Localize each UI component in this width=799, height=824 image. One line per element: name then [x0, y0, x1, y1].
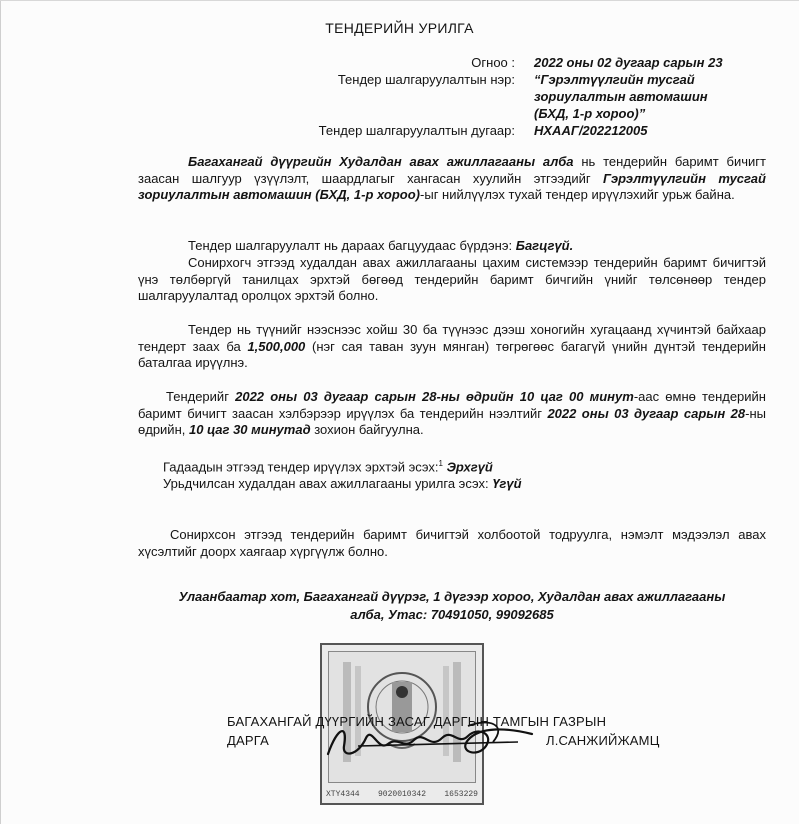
tender-name-label: Тендер шалгаруулалтын нэр:: [337, 72, 515, 87]
contact-address: Улаанбаатар хот, Багахангай дүүрэг, 1 дүгээр хороо, Худалдан авах ажиллагааны алба, Утас: 70491050, 99092685: [178, 589, 726, 622]
access-paragraph: Сонирхогч этгээд худалдан авах ажиллагааны цахим системээр тендерийн баримт бичигтэй үнэ төлбөргүй танилцах эрхтэй бөгөөд тендерийн баримт бичгийн үнийг төлсөнөөр тендер шалгаруулалтад оролцох эрхтэй болно.: [138, 255, 766, 303]
document-title: ТЕНДЕРИЙН УРИЛГА: [325, 20, 474, 36]
lots-paragraph: Тендер шалгаруулалт нь дараах багцуудаас бүрдэнэ: Багцгүй.: [188, 238, 574, 253]
security-paragraph: Тендер нь түүнийг нээснээс хойш 30 ба түүнээс дээш хоногийн хугацаанд хүчинтэй байхаар тендерт заах ба 1,500,000 (нэг сая таван зуун мянган) төгрөгөөс багагүй үнийн дүнтэй тендерийн баталгаа ирүүлнэ.: [138, 322, 766, 370]
deadline-paragraph: Тендерийг 2022 оны 03 дугаар сарын 28-ны өдрийн 10 цаг 00 минут-аас өмнө тендерийн баримт бичигт заасан хэлбэрээр ирүүлэх ба тендерийн нээлтийг 2022 оны 03 дугаар сарын 28-ны өдрийн, 10 цаг 30 минутад зохион байгуулна.: [138, 389, 766, 437]
tender-item: Гэрэлтүүлгийн тусгай зориулалтын автомашин (БХД, 1-р хороо): [138, 170, 766, 202]
date-label: Огноо :: [471, 55, 515, 70]
page-border-top: [0, 0, 799, 1]
invitation-paragraph: Багахангай дүүргийн Худалдан авах ажиллагааны алба нь тендерийн баримт бичигт заасан шалгуур үзүүлэлт, шаардлагыг хангасан хуулийн этгээдийг Гэрэлтүүлгийн тусгай зориулалтын автомашин (БХД, 1-р хороо)-ыг нийлүүлэх тухай тендер ирүүлэхийг урьж байна.: [138, 154, 766, 202]
signatory-office: БАГАХАНГАЙ ДҮҮРГИЙН ЗАСАГ ДАРГЫН ТАМГЫН ГАЗРЫН: [227, 714, 607, 729]
tender-name-value: “Гэрэлтүүлгийн тусгай зориулалтын автомашин (БХД, 1-р хороо)”: [534, 72, 708, 121]
tender-number-label: Тендер шалгаруулалтын дугаар:: [318, 123, 515, 138]
lots-value: Багцгүй.: [515, 238, 574, 253]
handwritten-signature-icon: [318, 716, 548, 766]
signatory-name: Л.САНЖИЙЖАМЦ: [546, 733, 660, 748]
foreign-eligibility-value: Эрхгүй: [446, 459, 493, 475]
tender-number-value: НХААГ/202212005: [534, 123, 648, 138]
clarification-paragraph: Сонирхсон этгээд тендерийн баримт бичигтэй холбоотой тодруулга, нэмэлт мэдээлэл авах хүсэлтийг доорх хаягаар хүргүүлж болно.: [138, 527, 766, 559]
date-value: 2022 оны 02 дугаар сарын 23: [534, 55, 723, 70]
prior-notice-line: Урьдчилсан худалдан авах ажиллагааны урилга эсэх: Үгүй: [163, 476, 522, 491]
stamp-codes: ХТҮ4344 9020010342 1653229: [326, 789, 478, 799]
submission-deadline: 2022 оны 03 дугаар сарын 28-ны өдрийн 10 цаг 00 минут: [235, 389, 634, 404]
security-amount: 1,500,000: [247, 338, 306, 354]
opening-time: 10 цаг 30 минутад: [188, 422, 311, 437]
opening-date: 2022 оны 03 дугаар сарын 28: [547, 405, 746, 421]
procuring-entity: Багахангай дүүргийн Худалдан авах ажиллагааны алба: [188, 154, 574, 169]
signatory-position: ДАРГА: [227, 733, 269, 748]
foreign-eligibility-line: Гадаадын этгээд тендер ирүүлэх эрхтэй эсэх:$^1$ Эрхгүй: [163, 459, 493, 475]
prior-notice-value: Үгүй: [492, 476, 522, 491]
